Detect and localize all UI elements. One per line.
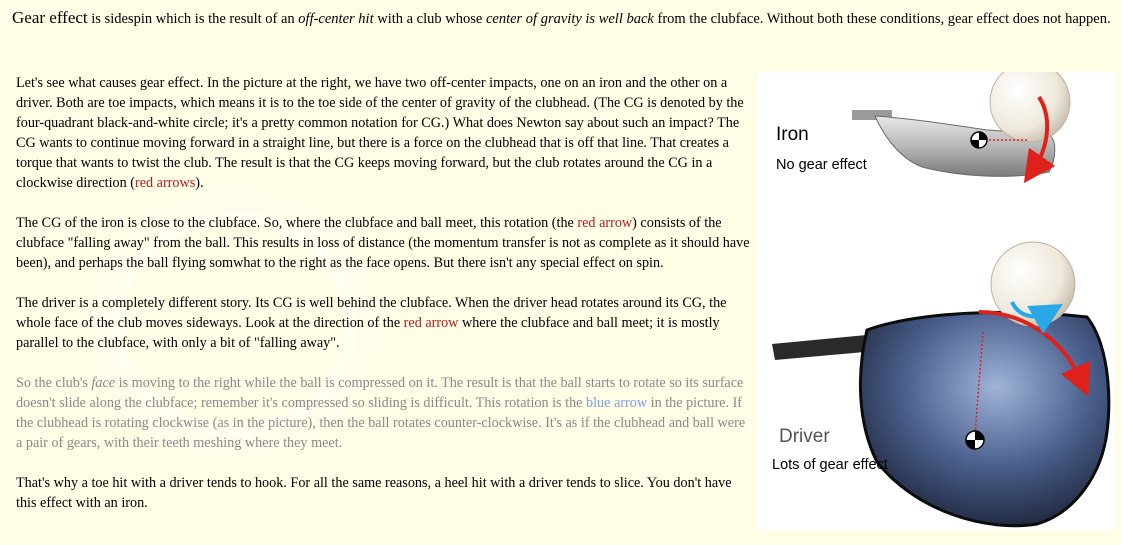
intro-text-2: with a club whose [373,11,486,27]
intro-emphasis-2: center of gravity is well back [485,11,654,27]
intro-text-1: is sidespin which is the result of an [87,11,299,27]
paragraph-conclusion [16,473,754,513]
intro-text-3: from the clubface. Without both these conditions, gear effect does not happen. [653,11,1111,27]
intro-emphasis-1: off-center hit [298,11,374,27]
driver-head [860,312,1108,525]
paragraph-text: So the club's [16,375,92,391]
red-arrow-ref: red arrow [577,215,633,231]
paragraph-text: in the picture. If the clubhead is rotating clockwise (as in the picture), then the ball rotates counter-clockwise. It's as if the clubhead and ball were a pair of gears, with their teeth meshing where they meet. [16,395,746,451]
article-body [16,73,754,533]
iron-clubhead-image [852,72,1070,176]
red-arrows-ref: red arrows [134,175,196,191]
driver-label: Driver [779,426,830,447]
blue-arrow-ref: blue arrow [586,395,648,411]
iron-label: Iron [776,124,809,145]
intro-paragraph [12,8,1116,29]
paragraph-text: where the clubface and ball meet; it is mostly parallel to the clubface, with only a bit of "falling away". [16,315,720,351]
iron-cg-icon [971,132,987,148]
paragraph-text: Let's see what causes gear effect. In the picture at the right, we have two off-center impacts, one on an iron and the other on a driver. Both are toe impacts, which means it is to the toe side of the center of gravity of the clubhead. (The CG is denoted by the four-quadrant black-and-white circle; it's a pretty common notation for CG.) What does Newton say about such an impact? The CG wants to continue moving forward in a straight line, but there is a force on the clubhead that is off that line. That creates a torque that wants to twist the club. The result is that the CG keeps moving forward, but the club rotates around the CG in a clockwise direction ( [16,75,744,191]
red-arrow-ref: red arrow [403,315,459,331]
paragraph-gears [16,373,754,453]
paragraph-cause [16,73,754,193]
driver-cg-icon [966,431,984,449]
iron-caption: No gear effect [776,157,867,173]
paragraph-text: is moving to the right while the ball is compressed on it. The result is that the ball starts to rotate so its surface doesn't slide along the clubface; remember it's compressed so sliding is difficult. This rotation is the [16,375,744,411]
paragraph-text: That's why a toe hit with a driver tends to hook. For all the same reasons, a heel hit with a driver tends to slice. You don't have this effect with an iron. [16,475,732,511]
paragraph-driver [16,293,754,353]
paragraph-text: The CG of the iron is close to the clubface. So, where the clubface and ball meet, this rotation (the [16,215,578,231]
paragraph-text: ). [195,175,204,191]
paragraph-emphasis: face [91,375,116,391]
paragraph-text: The driver is a completely different story. Its CG is well behind the clubface. When the driver head rotates around its CG, the whole face of the club moves sideways. Look at the direction of the [16,295,727,331]
driver-caption: Lots of gear effect [772,457,888,473]
intro-term: Gear effect [12,8,88,27]
paragraph-text: ) consists of the clubface "falling away" from the ball. This results in loss of distance (the momentum transfer is not as complete as it should have been), and perhaps the ball flying somwhat to the right as the face opens. But there isn't any special effect on spin. [16,215,750,271]
paragraph-iron [16,213,754,273]
gear-effect-figure [757,72,1115,530]
driver-clubhead-image [772,242,1109,526]
